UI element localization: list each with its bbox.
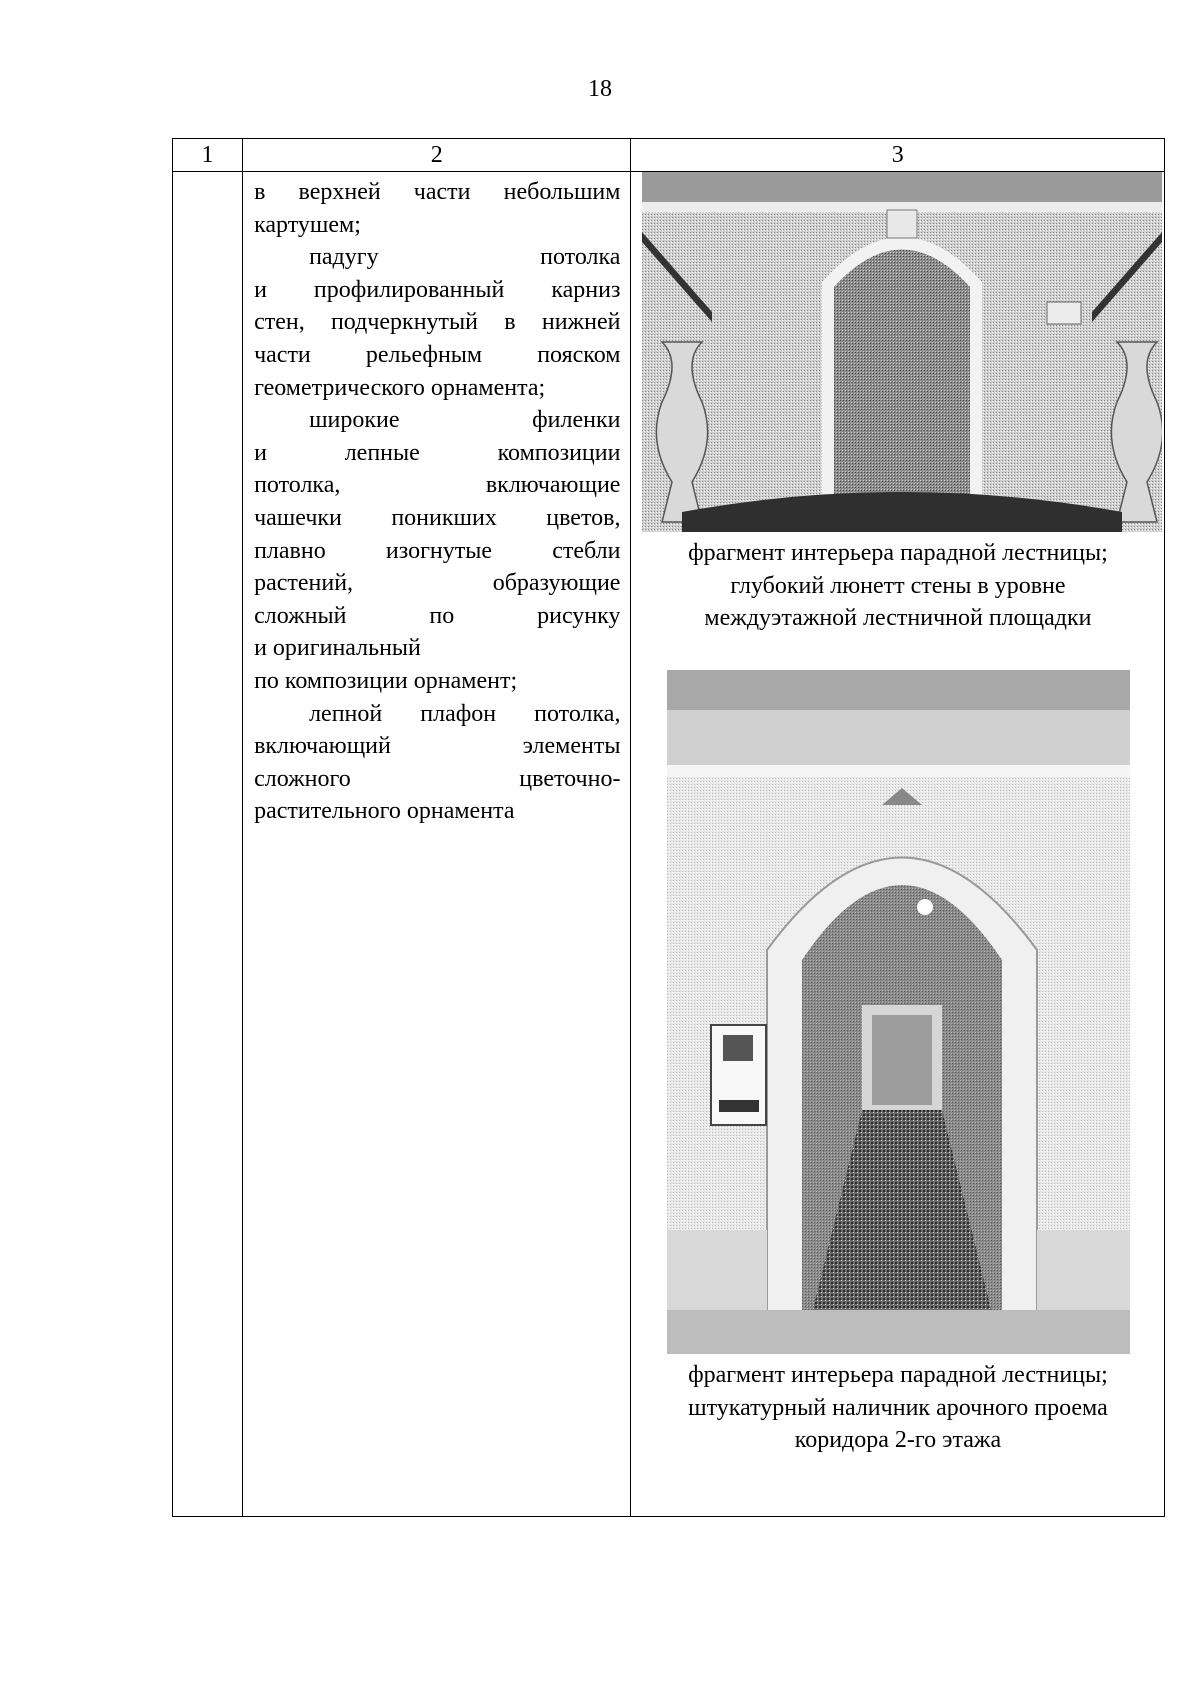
caption-line: штукатурный наличник арочного проема (688, 1394, 1108, 1421)
column-header-3: 3 (631, 139, 1165, 172)
caption-line: глубокий люнетт стены в уровне (730, 572, 1066, 599)
caption-line: фрагмент интерьера парадной лестницы; (688, 540, 1108, 566)
caption-line: коридора 2-го этажа (794, 1427, 1002, 1453)
caption-line: междуэтажной лестничной площадки (704, 605, 1092, 631)
page-number: 18 (588, 76, 612, 102)
description-line: включающий элементы (254, 733, 621, 760)
caption-line: фрагмент интерьера парадной лестницы; (688, 1362, 1108, 1388)
description-line: и оригинальный (254, 635, 421, 662)
table-row (173, 172, 1165, 1517)
photo-cell (631, 172, 1165, 1517)
description-line: в верхней части небольшим (254, 179, 621, 205)
description-cell (243, 172, 631, 1517)
description-line: части рельефным пояском (254, 341, 621, 368)
row-number-cell (173, 172, 243, 1517)
description-line: и лепные композиции (254, 439, 621, 466)
description-line: чашечки поникших цветов, (254, 504, 621, 531)
description-line: сложный по рисунку (254, 602, 621, 629)
column-header-1: 1 (173, 139, 243, 172)
description-line: широкие филенки (309, 407, 621, 434)
description-line: растений, образующие (254, 570, 621, 597)
description-text (243, 172, 630, 828)
description-line: и профилированный карниз (254, 276, 621, 303)
photo-caption (631, 1359, 1164, 1457)
description-line: стен, подчеркнутый в нижней (254, 309, 621, 336)
description-line: падугу потолка (309, 244, 621, 271)
description-line: по композиции орнамент; (254, 667, 518, 694)
description-line: геометрического орнамента; (254, 374, 546, 401)
arch-corridor-photo (667, 670, 1130, 1354)
description-line: лепной плафон потолка, (309, 700, 621, 727)
table-header-row (173, 139, 1165, 172)
description-line: картушем; (254, 211, 361, 238)
description-line: растительного орнамента (254, 798, 515, 825)
photo-caption (631, 537, 1164, 635)
description-line: потолка, включающие (254, 472, 621, 499)
description-line: плавно изогнутые стебли (254, 537, 621, 564)
monument-description-table (172, 138, 1165, 1517)
column-header-2: 2 (243, 139, 631, 172)
description-line: сложного цветочно- (254, 765, 621, 792)
lunette-photo (642, 172, 1162, 532)
